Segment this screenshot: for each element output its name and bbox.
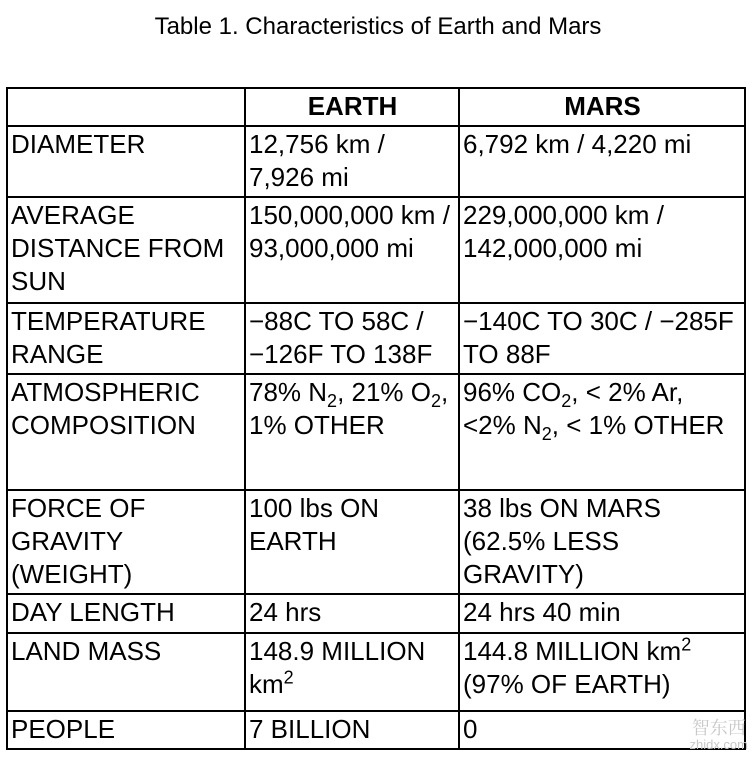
- table-row: [7, 374, 745, 490]
- earth-cell: −88C TO 58C / −126F TO 138F: [245, 303, 459, 374]
- earth-cell: 7 BILLION: [245, 711, 459, 749]
- header-row: [7, 88, 745, 126]
- table-row: [7, 126, 745, 197]
- table-row: [7, 633, 745, 711]
- earth-cell: 100 lbs ON EARTH: [245, 490, 459, 594]
- table-row: [7, 197, 745, 303]
- row-label: AVERAGE DISTANCE FROM SUN: [7, 197, 245, 303]
- earth-cell: 24 hrs: [245, 594, 459, 633]
- mars-cell: 229,000,000 km / 142,000,000 mi: [459, 197, 745, 303]
- mars-cell: 24 hrs 40 min: [459, 594, 745, 633]
- mars-cell: 96% $CO_2$, < 2% Ar, <2% $N_2$, < 1% OTHER: [459, 374, 745, 490]
- superscript: 2: [681, 634, 692, 655]
- earth-cell: 12,756 km / 7,926 mi: [245, 126, 459, 197]
- header-empty-cell: [7, 88, 245, 126]
- table-row: [7, 490, 745, 594]
- mars-cell: 144.8 MILLION $km^2$ (97% OF EARTH): [459, 633, 745, 711]
- table-row: [7, 303, 745, 374]
- table-caption: Table 1. Characteristics of Earth and Mars: [154, 13, 602, 40]
- row-label: PEOPLE: [7, 711, 245, 749]
- header-earth: EARTH: [245, 88, 459, 126]
- row-label: DIAMETER: [7, 126, 245, 197]
- row-label: FORCE OF GRAVITY (WEIGHT): [7, 490, 245, 594]
- row-label: ATMOSPHERIC COMPOSITION: [7, 374, 245, 490]
- earth-cell: 148.9 MILLION $km^2$: [245, 633, 459, 711]
- row-label: DAY LENGTH: [7, 594, 245, 633]
- row-label: LAND MASS: [7, 633, 245, 711]
- comparison-table: [6, 87, 746, 750]
- mars-cell: 6,792 km / 4,220 mi: [459, 126, 745, 197]
- subscript: 2: [561, 391, 572, 412]
- subscript: 2: [431, 391, 442, 412]
- header-mars: MARS: [459, 88, 745, 126]
- table-row: [7, 711, 745, 749]
- mars-cell: 38 lbs ON MARS (62.5% LESS GRAVITY): [459, 490, 745, 594]
- subscript: 2: [541, 424, 552, 445]
- earth-cell: 78% $N_2$, 21% $O_2$, 1% OTHER: [245, 374, 459, 490]
- row-label: TEMPERATURE RANGE: [7, 303, 245, 374]
- table-row: [7, 594, 745, 633]
- earth-cell: 150,000,000 km / 93,000,000 mi: [245, 197, 459, 303]
- mars-cell: 0: [459, 711, 745, 749]
- subscript: 2: [327, 391, 338, 412]
- watermark-logo-text: 智东西: [691, 718, 746, 738]
- watermark-site-text: zhidx.com: [689, 737, 748, 752]
- superscript: 2: [283, 667, 294, 688]
- watermark: [689, 718, 748, 752]
- mars-cell: −140C TO 30C / −285F TO 88F: [459, 303, 745, 374]
